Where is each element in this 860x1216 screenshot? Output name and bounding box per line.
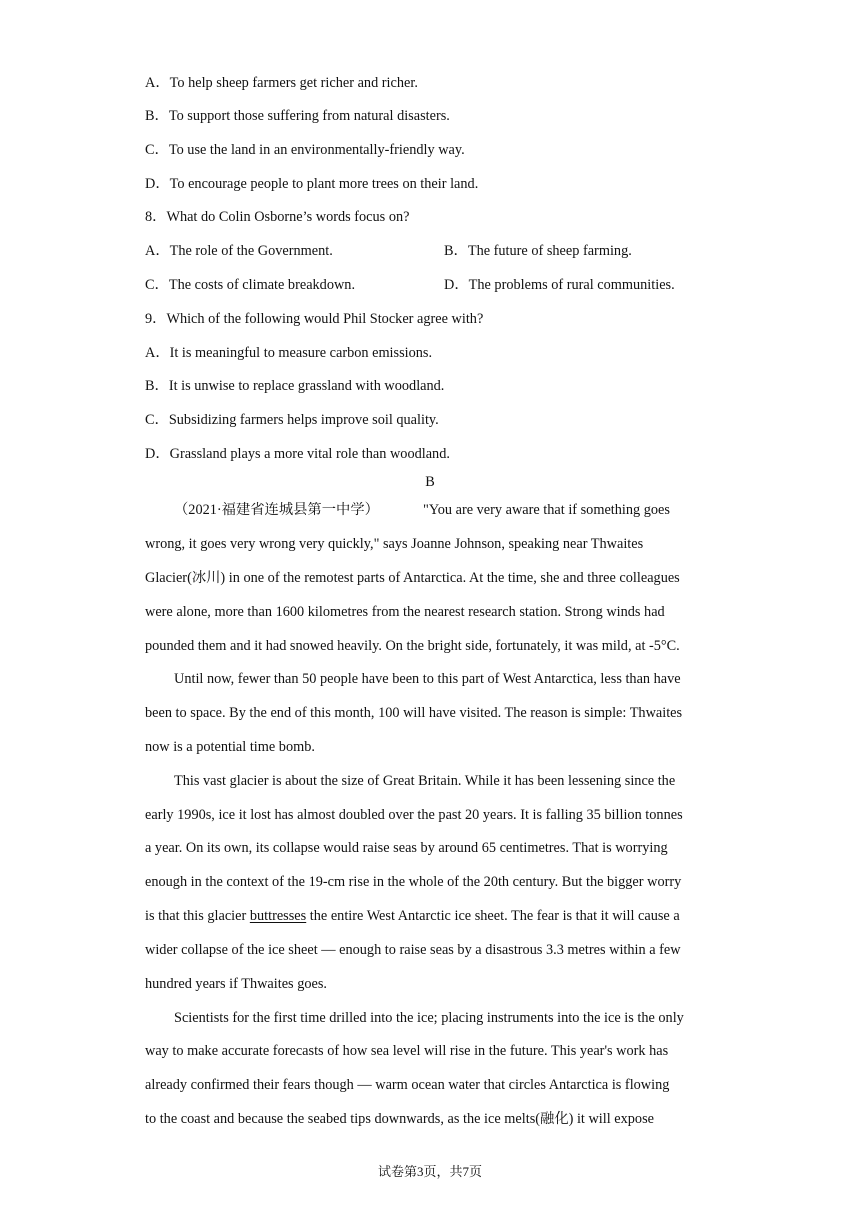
passage-p3-line5-post: the entire West Antarctic ice sheet. The fear is that it will cause a: [306, 908, 680, 924]
q8-option-c: C．The costs of climate breakdown.: [145, 277, 356, 293]
q7-option-c: C．To use the land in an environmentally-friendly way.: [145, 142, 465, 158]
passage-p3-line5-pre: is that this glacier: [145, 908, 250, 924]
q7-option-d: D．To encourage people to plant more trees on their land.: [145, 176, 479, 192]
passage-p3-line7: hundred years if Thwaites goes.: [145, 976, 327, 992]
passage-p4-line3: already confirmed their fears though — warm ocean water that circles Antarctica is flowing: [145, 1077, 670, 1093]
passage-p3-line1: This vast glacier is about the size of Great Britain. While it has been lessening since the: [174, 773, 676, 789]
q9-option-d: D．Grassland plays a more vital role than woodland.: [145, 446, 450, 462]
passage-p2-line3: now is a potential time bomb.: [145, 739, 315, 755]
passage-p4-line2: way to make accurate forecasts of how sea level will rise in the future. This year's work has: [145, 1043, 669, 1059]
passage-p3-line3: a year. On its own, its collapse would raise seas by around 65 centimetres. That is worrying: [145, 840, 668, 856]
q9-option-a: A．It is meaningful to measure carbon emissions.: [145, 345, 433, 361]
q8-option-a: A．The role of the Government.: [145, 243, 333, 259]
passage-p1-line4: were alone, more than 1600 kilometres from the nearest research station. Strong winds had: [145, 604, 665, 620]
page-footer: 试卷第3页，共7页: [377, 1164, 482, 1179]
passage-p3-line6: wider collapse of the ice sheet — enough to raise seas by a disastrous 3.3 metres within a few: [145, 942, 681, 958]
section-label: B: [425, 474, 435, 490]
q8-stem: 8．What do Colin Osborne’s words focus on?: [145, 209, 410, 225]
passage-p1-line5: pounded them and it had snowed heavily. On the bright side, fortunately, it was mild, at -5°C.: [145, 638, 680, 654]
passage-p2-line2: been to space. By the end of this month, 100 will have visited. The reason is simple: Thwaites: [145, 705, 683, 721]
underlined-word-buttresses: buttresses: [249, 908, 307, 924]
q7-option-b: B．To support those suffering from natural disasters.: [145, 108, 450, 124]
passage-p2-line1: Until now, fewer than 50 people have been to this part of West Antarctica, less than have: [174, 671, 681, 687]
q9-stem: 9．Which of the following would Phil Stocker agree with?: [145, 311, 484, 327]
passage-p4-line1: Scientists for the first time drilled into the ice; placing instruments into the ice is the only: [174, 1010, 684, 1026]
passage-source: （2021·福建省连城县第一中学）: [174, 502, 379, 518]
passage-p1-line2: wrong, it goes very wrong very quickly," says Joanne Johnson, speaking near Thwaites: [145, 536, 644, 552]
passage-p1-line3: Glacier(冰川) in one of the remotest parts of Antarctica. At the time, she and three colleagues: [145, 570, 680, 586]
passage-p3-line4: enough in the context of the 19-cm rise in the whole of the 20th century. But the bigger worry: [145, 874, 682, 890]
q9-option-c: C．Subsidizing farmers helps improve soil quality.: [145, 412, 439, 428]
passage-p3-line5: [145, 906, 680, 926]
q7-option-a: A．To help sheep farmers get richer and richer.: [145, 75, 418, 91]
passage-p3-line2: early 1990s, ice it lost has almost doubled over the past 20 years. It is falling 35 billion tonnes: [145, 807, 683, 823]
passage-p4-line4: to the coast and because the seabed tips downwards, as the ice melts(融化) it will expose: [145, 1111, 654, 1127]
q8-option-d: D．The problems of rural communities.: [444, 277, 675, 293]
passage-p1-line1: "You are very aware that if something goes: [423, 502, 670, 518]
q9-option-b: B．It is unwise to replace grassland with woodland.: [145, 378, 445, 394]
q8-option-b: B．The future of sheep farming.: [444, 243, 632, 259]
